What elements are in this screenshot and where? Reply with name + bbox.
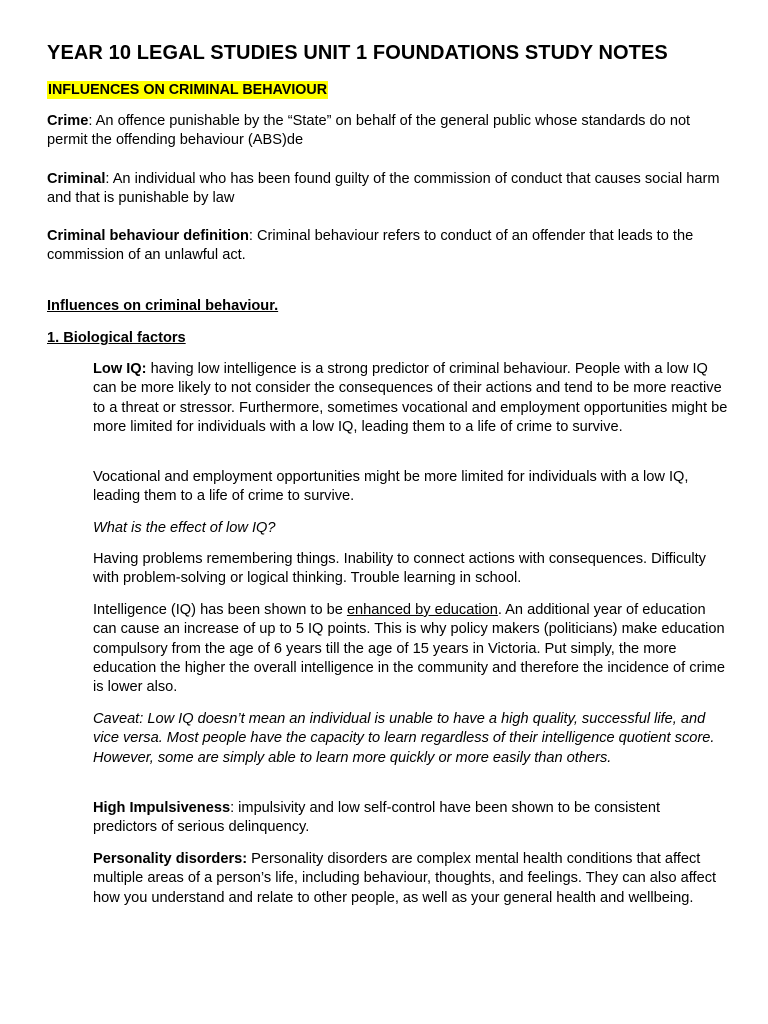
biological-factors-heading-text: 1. Biological factors [47, 330, 186, 346]
question-paragraph: What is the effect of low IQ? [93, 520, 276, 536]
impulsiveness-text: : impulsivity and low self-control have been shown to be consistent predictors of serious delinquency. [93, 800, 660, 836]
section-heading-highlighted: INFLUENCES ON CRIMINAL BEHAVIOUR [48, 82, 328, 98]
term-criminal: Criminal [47, 171, 106, 187]
definition-crime-text: : An offence punishable by the “State” on behalf of the general public whose standards do not permit the offending behaviour (ABS)de [47, 113, 691, 149]
term-crime: Crime [47, 113, 89, 129]
low-iq-text: having low intelligence is a strong predictor of criminal behaviour. People with a low IQ can be more likely to not consider the consequences of their actions and tend to be more reactive to a threat or stressor. Furthermore, sometimes vocational and employment opportunities might be more limited for individuals with a low IQ, leading them to a life of crime to survive. [93, 361, 728, 435]
low-iq-paragraph [93, 360, 728, 437]
term-low-iq: Low IQ: [93, 361, 147, 377]
document-title: YEAR 10 LEGAL STUDIES UNIT 1 FOUNDATIONS STUDY NOTES [47, 42, 668, 64]
education-text-after: . An additional year of education can cause an increase of up to 5 IQ points. This is why policy makers (politicians) make education compulsory from the age of 6 years till the age of 15 years in Victoria. Put simply, the more education the higher the overall intelligence in the community and therefore the incidence of crime is lower also. [93, 602, 725, 696]
biological-factors-heading [47, 329, 727, 348]
vocational-paragraph: Vocational and employment opportunities might be more limited for individuals with a low IQ, leading them to a life of crime to survive. [93, 469, 689, 505]
effects-paragraph: Having problems remembering things. Inability to connect actions with consequences. Difficulty with problem-solving or logical thinking. Trouble learning in school. [93, 551, 706, 587]
definition-criminal [47, 170, 727, 209]
personality-text: Personality disorders are complex mental health conditions that affect multiple areas of a person’s life, including behaviour, thoughts, and feelings. They can also affect how you understand and relate to other people, as well as your general health and wellbeing. [93, 851, 717, 906]
education-text-before: Intelligence (IQ) has been shown to be [93, 602, 347, 618]
term-criminal-behaviour: Criminal behaviour definition [47, 228, 249, 244]
education-underlined-text: enhanced by education [346, 602, 498, 618]
influences-heading [47, 297, 727, 316]
influences-heading-text: Influences on criminal behaviour. [47, 298, 279, 314]
definition-crime [47, 112, 727, 151]
impulsiveness-paragraph [93, 799, 728, 838]
personality-paragraph [93, 850, 728, 908]
definition-criminal-behaviour-text: : Criminal behaviour refers to conduct of an offender that leads to the commission of an unlawful act. [47, 228, 694, 264]
definition-criminal-text: : An individual who has been found guilty of the commission of conduct that causes social harm and that is punishable by law [47, 171, 720, 207]
caveat-paragraph: Caveat: Low IQ doesn’t mean an individual is unable to have a high quality, successful life, and vice versa. Most people have the capacity to learn regardless of their intelligence quotient score. However, some are simply able to learn more quickly or more easily than others. [93, 711, 715, 766]
term-personality-disorders: Personality disorders: [93, 851, 248, 867]
definition-criminal-behaviour [47, 227, 727, 266]
term-high-impulsiveness: High Impulsiveness [93, 800, 231, 816]
education-paragraph [93, 601, 728, 697]
